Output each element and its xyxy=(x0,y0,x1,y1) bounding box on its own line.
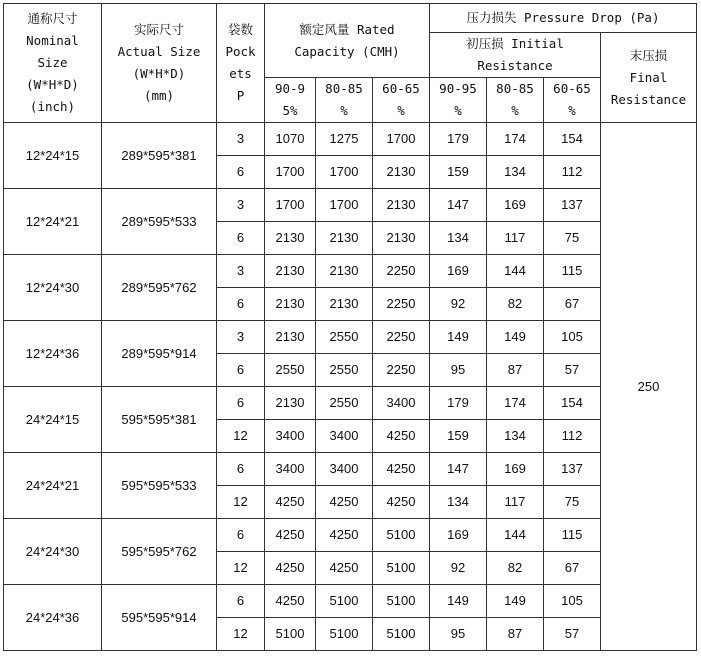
header-efficiency-col: 80-85 % xyxy=(487,78,544,123)
pockets-cell: 6 xyxy=(217,519,265,552)
capacity-cell: 3400 xyxy=(265,420,316,453)
nominal-size-cell: 24*24*15 xyxy=(4,387,102,453)
header-efficiency-col: 80-85 % xyxy=(316,78,373,123)
header-actual-size: 实际尺寸 Actual Size (W*H*D) (mm) xyxy=(102,4,217,123)
pockets-cell: 6 xyxy=(217,453,265,486)
initial-resistance-cell: 134 xyxy=(487,420,544,453)
filter-spec-table xyxy=(3,3,697,651)
pockets-cell: 3 xyxy=(217,123,265,156)
initial-resistance-cell: 174 xyxy=(487,123,544,156)
pockets-cell: 6 xyxy=(217,354,265,387)
pockets-cell: 3 xyxy=(217,321,265,354)
capacity-cell: 4250 xyxy=(265,519,316,552)
capacity-cell: 2250 xyxy=(373,354,430,387)
initial-resistance-cell: 117 xyxy=(487,486,544,519)
initial-resistance-cell: 57 xyxy=(544,354,601,387)
initial-resistance-cell: 134 xyxy=(430,222,487,255)
capacity-cell: 4250 xyxy=(316,552,373,585)
capacity-cell: 1700 xyxy=(265,189,316,222)
capacity-cell: 3400 xyxy=(373,387,430,420)
initial-resistance-cell: 159 xyxy=(430,156,487,189)
nominal-size-cell: 24*24*36 xyxy=(4,585,102,651)
initial-resistance-cell: 115 xyxy=(544,519,601,552)
initial-resistance-cell: 112 xyxy=(544,156,601,189)
initial-resistance-cell: 179 xyxy=(430,387,487,420)
actual-size-cell: 595*595*533 xyxy=(102,453,217,519)
initial-resistance-cell: 169 xyxy=(487,189,544,222)
capacity-cell: 4250 xyxy=(316,486,373,519)
capacity-cell: 2130 xyxy=(265,321,316,354)
pockets-cell: 6 xyxy=(217,156,265,189)
initial-resistance-cell: 169 xyxy=(487,453,544,486)
capacity-cell: 3400 xyxy=(265,453,316,486)
pockets-cell: 6 xyxy=(217,288,265,321)
capacity-cell: 4250 xyxy=(316,519,373,552)
table-row xyxy=(4,519,697,552)
header-final-resistance: 末压损 Final Resistance xyxy=(601,33,697,123)
capacity-cell: 2130 xyxy=(265,387,316,420)
initial-resistance-cell: 134 xyxy=(430,486,487,519)
initial-resistance-cell: 95 xyxy=(430,354,487,387)
initial-resistance-cell: 112 xyxy=(544,420,601,453)
capacity-cell: 5100 xyxy=(373,618,430,651)
table-row xyxy=(4,189,697,222)
capacity-cell: 4250 xyxy=(265,486,316,519)
capacity-cell: 5100 xyxy=(316,585,373,618)
table-row xyxy=(4,585,697,618)
capacity-cell: 2550 xyxy=(316,387,373,420)
capacity-cell: 1070 xyxy=(265,123,316,156)
header-nominal-size: 通称尺寸 Nominal Size (W*H*D) (inch) xyxy=(4,4,102,123)
capacity-cell: 2250 xyxy=(373,255,430,288)
actual-size-cell: 595*595*381 xyxy=(102,387,217,453)
capacity-cell: 2130 xyxy=(373,222,430,255)
nominal-size-cell: 12*24*30 xyxy=(4,255,102,321)
capacity-cell: 2130 xyxy=(373,156,430,189)
capacity-cell: 2130 xyxy=(316,222,373,255)
initial-resistance-cell: 149 xyxy=(430,321,487,354)
actual-size-cell: 289*595*762 xyxy=(102,255,217,321)
capacity-cell: 2250 xyxy=(373,288,430,321)
nominal-size-cell: 12*24*21 xyxy=(4,189,102,255)
nominal-size-cell: 24*24*30 xyxy=(4,519,102,585)
nominal-size-cell: 12*24*15 xyxy=(4,123,102,189)
nominal-size-cell: 24*24*21 xyxy=(4,453,102,519)
nominal-size-cell: 12*24*36 xyxy=(4,321,102,387)
capacity-cell: 2550 xyxy=(316,321,373,354)
initial-resistance-cell: 154 xyxy=(544,123,601,156)
initial-resistance-cell: 82 xyxy=(487,552,544,585)
initial-resistance-cell: 95 xyxy=(430,618,487,651)
table-row xyxy=(4,123,697,156)
initial-resistance-cell: 75 xyxy=(544,222,601,255)
capacity-cell: 2130 xyxy=(265,222,316,255)
pockets-cell: 12 xyxy=(217,486,265,519)
initial-resistance-cell: 87 xyxy=(487,618,544,651)
capacity-cell: 2550 xyxy=(265,354,316,387)
header-efficiency-col: 90-95 % xyxy=(430,78,487,123)
capacity-cell: 5100 xyxy=(316,618,373,651)
table-row xyxy=(4,321,697,354)
pockets-cell: 3 xyxy=(217,255,265,288)
capacity-cell: 2130 xyxy=(316,288,373,321)
header-pockets: 袋数 Pock ets P xyxy=(217,4,265,123)
actual-size-cell: 289*595*381 xyxy=(102,123,217,189)
actual-size-cell: 595*595*762 xyxy=(102,519,217,585)
header-efficiency-col: 60-65 % xyxy=(373,78,430,123)
initial-resistance-cell: 137 xyxy=(544,453,601,486)
capacity-cell: 4250 xyxy=(373,486,430,519)
capacity-cell: 1700 xyxy=(373,123,430,156)
pockets-cell: 12 xyxy=(217,420,265,453)
initial-resistance-cell: 144 xyxy=(487,519,544,552)
pockets-cell: 6 xyxy=(217,387,265,420)
table-row xyxy=(4,453,697,486)
table-row xyxy=(4,387,697,420)
capacity-cell: 5100 xyxy=(373,519,430,552)
capacity-cell: 4250 xyxy=(265,552,316,585)
header-pressure-drop: 压力损失 Pressure Drop (Pa) xyxy=(430,4,697,33)
initial-resistance-cell: 75 xyxy=(544,486,601,519)
capacity-cell: 4250 xyxy=(373,420,430,453)
initial-resistance-cell: 115 xyxy=(544,255,601,288)
initial-resistance-cell: 149 xyxy=(487,585,544,618)
capacity-cell: 2130 xyxy=(265,255,316,288)
pockets-cell: 12 xyxy=(217,552,265,585)
header-efficiency-col: 90-9 5% xyxy=(265,78,316,123)
header-initial-resistance: 初压损 Initial Resistance xyxy=(430,33,601,78)
initial-resistance-cell: 154 xyxy=(544,387,601,420)
pockets-cell: 6 xyxy=(217,585,265,618)
capacity-cell: 1700 xyxy=(265,156,316,189)
initial-resistance-cell: 105 xyxy=(544,321,601,354)
initial-resistance-cell: 147 xyxy=(430,453,487,486)
capacity-cell: 2130 xyxy=(265,288,316,321)
capacity-cell: 2250 xyxy=(373,321,430,354)
capacity-cell: 5100 xyxy=(265,618,316,651)
capacity-cell: 3400 xyxy=(316,453,373,486)
initial-resistance-cell: 149 xyxy=(430,585,487,618)
capacity-cell: 2550 xyxy=(316,354,373,387)
pockets-cell: 6 xyxy=(217,222,265,255)
initial-resistance-cell: 87 xyxy=(487,354,544,387)
initial-resistance-cell: 174 xyxy=(487,387,544,420)
initial-resistance-cell: 67 xyxy=(544,288,601,321)
initial-resistance-cell: 169 xyxy=(430,519,487,552)
initial-resistance-cell: 105 xyxy=(544,585,601,618)
table-row xyxy=(4,255,697,288)
capacity-cell: 2130 xyxy=(373,189,430,222)
initial-resistance-cell: 179 xyxy=(430,123,487,156)
capacity-cell: 4250 xyxy=(265,585,316,618)
actual-size-cell: 595*595*914 xyxy=(102,585,217,651)
initial-resistance-cell: 137 xyxy=(544,189,601,222)
initial-resistance-cell: 92 xyxy=(430,288,487,321)
initial-resistance-cell: 117 xyxy=(487,222,544,255)
capacity-cell: 1700 xyxy=(316,156,373,189)
pockets-cell: 12 xyxy=(217,618,265,651)
initial-resistance-cell: 82 xyxy=(487,288,544,321)
capacity-cell: 5100 xyxy=(373,552,430,585)
actual-size-cell: 289*595*914 xyxy=(102,321,217,387)
initial-resistance-cell: 169 xyxy=(430,255,487,288)
capacity-cell: 1275 xyxy=(316,123,373,156)
initial-resistance-cell: 159 xyxy=(430,420,487,453)
initial-resistance-cell: 134 xyxy=(487,156,544,189)
final-resistance-cell: 250 xyxy=(601,123,697,651)
initial-resistance-cell: 92 xyxy=(430,552,487,585)
capacity-cell: 4250 xyxy=(373,453,430,486)
initial-resistance-cell: 57 xyxy=(544,618,601,651)
header-efficiency-col: 60-65 % xyxy=(544,78,601,123)
initial-resistance-cell: 149 xyxy=(487,321,544,354)
initial-resistance-cell: 144 xyxy=(487,255,544,288)
capacity-cell: 3400 xyxy=(316,420,373,453)
header-rated-capacity: 额定风量 Rated Capacity (CMH) xyxy=(265,4,430,78)
capacity-cell: 2130 xyxy=(316,255,373,288)
pockets-cell: 3 xyxy=(217,189,265,222)
capacity-cell: 5100 xyxy=(373,585,430,618)
initial-resistance-cell: 147 xyxy=(430,189,487,222)
actual-size-cell: 289*595*533 xyxy=(102,189,217,255)
capacity-cell: 1700 xyxy=(316,189,373,222)
initial-resistance-cell: 67 xyxy=(544,552,601,585)
